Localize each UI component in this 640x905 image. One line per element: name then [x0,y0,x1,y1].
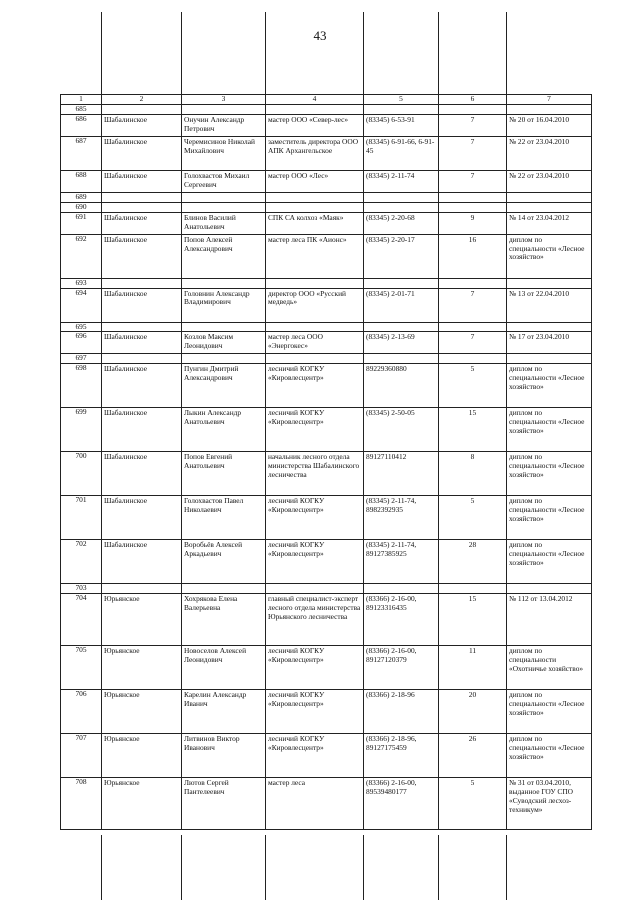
row-number: 706 [61,690,102,734]
column-guide-line [101,12,102,94]
document-cell: № 31 от 03.04.2010, выданное ГОУ СПО «Суводский лесхоз-техникум» [507,778,592,830]
table-row [61,496,592,540]
column-guide-line [363,12,364,94]
row-number: 691 [61,212,102,234]
name-cell: Козлов Максим Леонидович [182,332,266,354]
district-cell: Шабалинское [102,288,182,322]
column-guide-line [363,835,364,900]
name-cell [182,322,266,332]
position-cell [266,105,364,115]
document-cell: № 22 от 23.04.2010 [507,136,592,170]
position-cell: мастер леса [266,778,364,830]
phone-cell: (83345) 2-01-71 [364,288,439,322]
district-cell [102,278,182,288]
phone-cell [364,278,439,288]
position-cell: мастер леса ООО «Энергокес» [266,332,364,354]
name-cell: Лыкин Александр Анатольевич [182,408,266,452]
district-cell [102,202,182,212]
phone-cell [364,202,439,212]
document-cell: диплом по специальности «Лесное хозяйство» [507,496,592,540]
position-cell: мастер ООО «Север-лес» [266,114,364,136]
name-cell: Карелин Александр Иванич [182,690,266,734]
registry-table [60,94,592,830]
experience-cell: 11 [439,646,507,690]
experience-cell: 28 [439,540,507,584]
document-cell [507,354,592,364]
document-cell [507,584,592,594]
row-number: 689 [61,192,102,202]
experience-cell: 9 [439,212,507,234]
phone-cell: 89127110412 [364,452,439,496]
name-cell: Литвинов Виктор Иванович [182,734,266,778]
page-number: 43 [313,28,327,43]
experience-cell [439,278,507,288]
position-cell: директор ООО «Русский медведь» [266,288,364,322]
position-cell [266,322,364,332]
experience-cell: 7 [439,170,507,192]
position-cell: заместитель директора ООО АПК Архангельское [266,136,364,170]
name-cell: Черемисинов Николай Михайлович [182,136,266,170]
table-row [61,690,592,734]
row-number: 703 [61,584,102,594]
row-number: 687 [61,136,102,170]
phone-cell: (83345) 6-53-91 [364,114,439,136]
row-number: 695 [61,322,102,332]
experience-cell: 7 [439,332,507,354]
experience-cell [439,354,507,364]
experience-cell: 7 [439,288,507,322]
row-number: 705 [61,646,102,690]
position-cell: лесничий КОГКУ «Кировлесцентр» [266,690,364,734]
table-row [61,105,592,115]
column-header: 4 [266,95,364,105]
experience-cell: 7 [439,136,507,170]
table-row [61,114,592,136]
experience-cell [439,584,507,594]
row-number: 700 [61,452,102,496]
district-cell: Шабалинское [102,452,182,496]
document-cell [507,322,592,332]
experience-cell [439,202,507,212]
phone-cell: (83366) 2-18-96, 89127175459 [364,734,439,778]
position-cell [266,278,364,288]
district-cell: Юрьянское [102,690,182,734]
column-guide-line [506,835,507,900]
district-cell [102,192,182,202]
row-number: 708 [61,778,102,830]
district-cell [102,584,182,594]
phone-cell [364,584,439,594]
district-cell: Шабалинское [102,136,182,170]
column-guide-line [181,835,182,900]
column-header: 7 [507,95,592,105]
document-cell: диплом по специальности «Лесное хозяйство» [507,234,592,278]
name-cell: Воробьёв Алексей Аркадьевич [182,540,266,584]
district-cell: Шабалинское [102,332,182,354]
column-guide-line [438,835,439,900]
name-cell: Пунгин Дмитрий Александрович [182,364,266,408]
table-row [61,646,592,690]
phone-cell: (83366) 2-16-00, 89127120379 [364,646,439,690]
document-cell: диплом по специальности «Лесное хозяйство» [507,540,592,584]
name-cell [182,278,266,288]
district-cell: Шабалинское [102,540,182,584]
row-number: 694 [61,288,102,322]
name-cell [182,192,266,202]
name-cell [182,202,266,212]
district-cell: Юрьянское [102,734,182,778]
row-number: 697 [61,354,102,364]
column-guide-line [265,835,266,900]
document-cell: диплом по специальности «Лесное хозяйство» [507,690,592,734]
phone-cell [364,322,439,332]
table-row [61,584,592,594]
position-cell [266,354,364,364]
table-row [61,322,592,332]
phone-cell: (83345) 2-20-17 [364,234,439,278]
experience-cell: 5 [439,496,507,540]
position-cell: лесничий КОГКУ «Кировлесцентр» [266,540,364,584]
experience-cell [439,322,507,332]
district-cell [102,322,182,332]
district-cell [102,354,182,364]
district-cell: Шабалинское [102,234,182,278]
district-cell [102,105,182,115]
row-number: 699 [61,408,102,452]
name-cell [182,105,266,115]
name-cell: Попов Евгений Анатольевич [182,452,266,496]
row-number: 685 [61,105,102,115]
table-row [61,364,592,408]
position-cell: главный специалист-эксперт лесного отдела министерства Юрьянского лесничества [266,594,364,646]
column-header: 2 [102,95,182,105]
row-number: 701 [61,496,102,540]
table-row [61,170,592,192]
table-row [61,354,592,364]
table-row [61,192,592,202]
document-cell [507,278,592,288]
column-header: 3 [182,95,266,105]
row-number: 707 [61,734,102,778]
column-guide-line [438,12,439,94]
district-cell: Юрьянское [102,646,182,690]
name-cell: Лютов Сергей Пантелеевич [182,778,266,830]
column-header: 1 [61,95,102,105]
column-header: 5 [364,95,439,105]
document-cell [507,105,592,115]
phone-cell: (83366) 2-18-96 [364,690,439,734]
table-row [61,594,592,646]
table-row [61,408,592,452]
row-number: 688 [61,170,102,192]
column-guide-line [265,12,266,94]
phone-cell [364,105,439,115]
document-cell: диплом по специальности «Лесное хозяйство» [507,364,592,408]
table-row [61,452,592,496]
row-number: 704 [61,594,102,646]
name-cell: Голохвастов Михаил Сергеевич [182,170,266,192]
table-row [61,278,592,288]
table-row [61,332,592,354]
name-cell: Блинов Василий Анатольевич [182,212,266,234]
district-cell: Юрьянское [102,778,182,830]
phone-cell [364,192,439,202]
document-cell: № 17 от 23.04.2010 [507,332,592,354]
district-cell: Шабалинское [102,114,182,136]
row-number: 702 [61,540,102,584]
position-cell: лесничий КОГКУ «Кировлесцентр» [266,496,364,540]
document-cell: диплом по специальности «Охотничье хозяйство» [507,646,592,690]
phone-cell: (83345) 6-91-66, 6-91-45 [364,136,439,170]
document-cell: № 112 от 13.04.2012 [507,594,592,646]
name-cell [182,354,266,364]
experience-cell [439,192,507,202]
document-cell: диплом по специальности «Лесное хозяйство» [507,408,592,452]
table-row [61,778,592,830]
row-number: 686 [61,114,102,136]
document-cell: № 22 от 23.04.2010 [507,170,592,192]
position-cell: начальник лесного отдела министерства Шабалинского лесничества [266,452,364,496]
phone-cell: 89229360880 [364,364,439,408]
table-row [61,136,592,170]
experience-cell: 8 [439,452,507,496]
experience-cell: 15 [439,408,507,452]
phone-cell: (83345) 2-11-74, 8982392935 [364,496,439,540]
name-cell: Попов Алексей Александрович [182,234,266,278]
experience-cell: 7 [439,114,507,136]
table-row [61,540,592,584]
document-cell: диплом по специальности «Лесное хозяйство» [507,734,592,778]
experience-cell: 5 [439,778,507,830]
phone-cell: (83345) 2-50-05 [364,408,439,452]
phone-cell [364,354,439,364]
experience-cell: 20 [439,690,507,734]
document-cell: диплом по специальности «Лесное хозяйство» [507,452,592,496]
district-cell: Шабалинское [102,364,182,408]
phone-cell: (83345) 2-11-74 [364,170,439,192]
experience-cell: 16 [439,234,507,278]
experience-cell [439,105,507,115]
position-cell: лесничий КОГКУ «Кировлесцентр» [266,734,364,778]
row-number: 698 [61,364,102,408]
experience-cell: 15 [439,594,507,646]
position-cell: СПК СА колхоз «Маяк» [266,212,364,234]
position-cell [266,202,364,212]
position-cell: мастер ООО «Лес» [266,170,364,192]
column-guide-line [181,12,182,94]
document-cell [507,202,592,212]
name-cell: Головнин Александр Владимирович [182,288,266,322]
district-cell: Юрьянское [102,594,182,646]
position-cell: лесничий КОГКУ «Кировлесцентр» [266,364,364,408]
table-row [61,734,592,778]
table-row [61,202,592,212]
experience-cell: 26 [439,734,507,778]
row-number: 696 [61,332,102,354]
name-cell: Новоселов Алексей Леонидович [182,646,266,690]
district-cell: Шабалинское [102,170,182,192]
name-cell: Онучин Александр Петрович [182,114,266,136]
position-cell: лесничий КОГКУ «Кировлесцентр» [266,408,364,452]
column-guide-line [506,12,507,94]
column-header: 6 [439,95,507,105]
table-row [61,288,592,322]
phone-cell: (83366) 2-16-00, 89123316435 [364,594,439,646]
document-cell [507,192,592,202]
position-cell: мастер леса ПК «Аионс» [266,234,364,278]
district-cell: Шабалинское [102,212,182,234]
column-guide-line [101,835,102,900]
name-cell [182,584,266,594]
district-cell: Шабалинское [102,408,182,452]
experience-cell: 5 [439,364,507,408]
position-cell [266,584,364,594]
document-cell: № 13 от 22.04.2010 [507,288,592,322]
document-cell: № 14 от 23.04.2012 [507,212,592,234]
row-number: 690 [61,202,102,212]
document-cell: № 20 от 16.04.2010 [507,114,592,136]
phone-cell: (83345) 2-13-69 [364,332,439,354]
phone-cell: (83345) 2-20-68 [364,212,439,234]
name-cell: Голохвастов Павел Николаевич [182,496,266,540]
phone-cell: (83366) 2-16-00, 89539480177 [364,778,439,830]
position-cell [266,192,364,202]
table-row [61,234,592,278]
table-row [61,212,592,234]
position-cell: лесничий КОГКУ «Кировлесцентр» [266,646,364,690]
row-number: 693 [61,278,102,288]
phone-cell: (83345) 2-11-74, 89127385925 [364,540,439,584]
name-cell: Хохрякова Елена Валерьевна [182,594,266,646]
row-number: 692 [61,234,102,278]
district-cell: Шабалинское [102,496,182,540]
table-header-row [61,95,592,105]
